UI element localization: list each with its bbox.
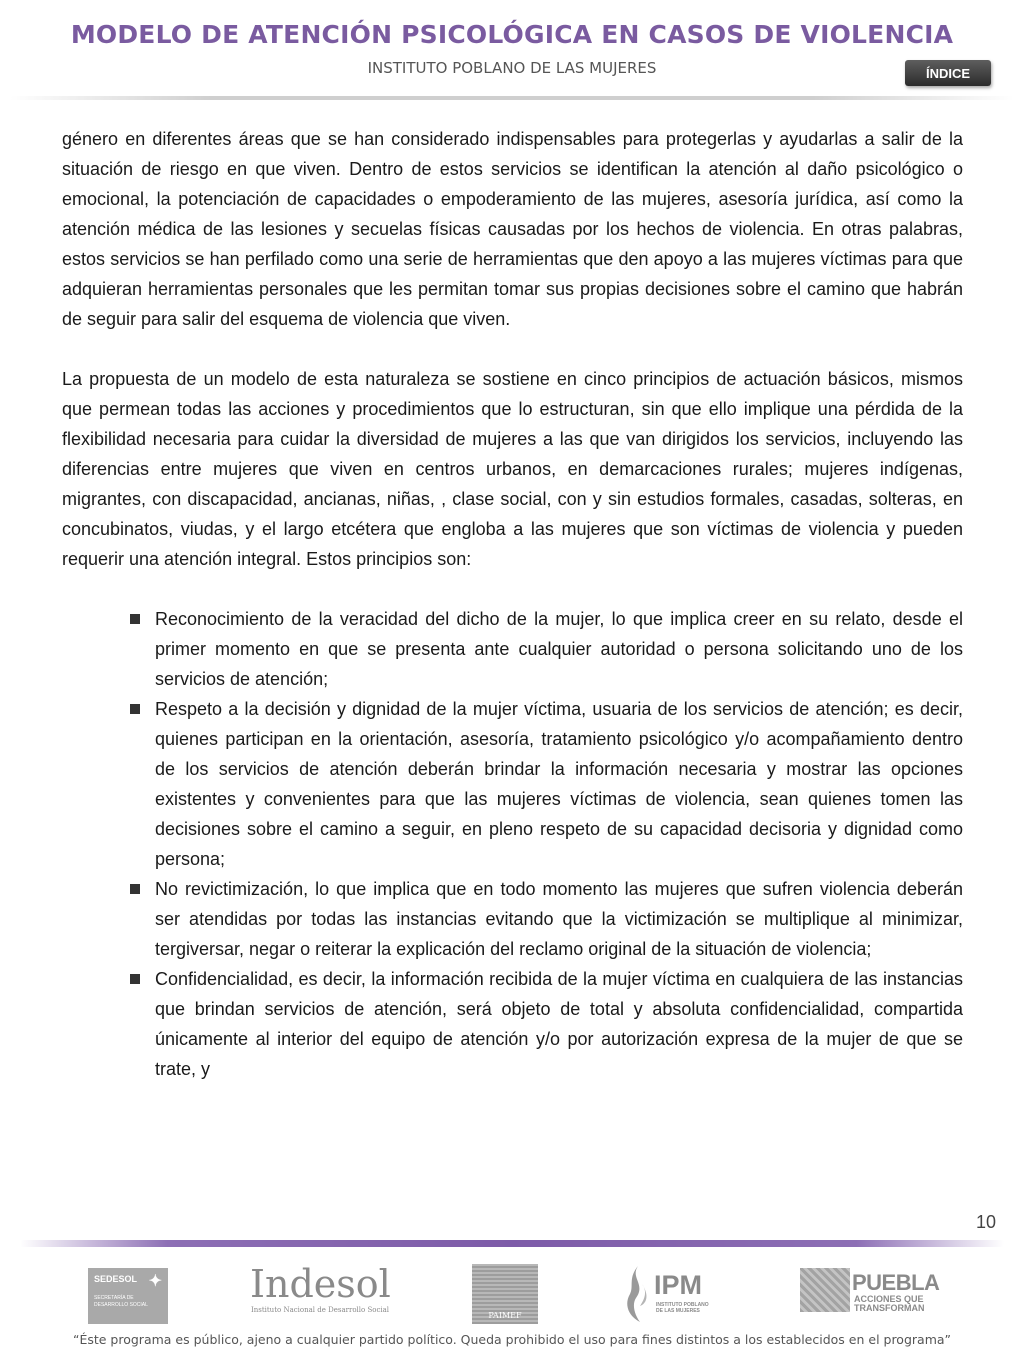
puebla-logo: PUEBLA ACCIONES QUE TRANSFORMAN bbox=[800, 1268, 940, 1318]
puebla-emblem-icon bbox=[800, 1268, 850, 1312]
indesol-logo: Indesol Instituto Nacional de Desarrollo Social bbox=[250, 1262, 391, 1314]
document-title: MODELO DE ATENCIÓN PSICOLÓGICA EN CASOS DE VIOLENCIA bbox=[70, 20, 954, 49]
list-item bbox=[155, 874, 963, 964]
list-item bbox=[155, 604, 963, 694]
square-bullet-icon bbox=[130, 884, 140, 894]
program-disclaimer: “Éste programa es público, ajeno a cualquier partido político. Queda prohibido el uso para fines distintos a los establecidos en el programa” bbox=[72, 1332, 952, 1347]
square-bullet-icon bbox=[130, 704, 140, 714]
square-bullet-icon bbox=[130, 614, 140, 624]
header-divider bbox=[10, 96, 1014, 100]
document-subtitle: INSTITUTO POBLANO DE LAS MUJERES bbox=[367, 59, 657, 77]
list-item bbox=[155, 964, 963, 1084]
square-bullet-icon bbox=[130, 974, 140, 984]
page-header bbox=[0, 0, 1024, 108]
flame-figure-icon bbox=[622, 1264, 654, 1324]
list-item-text: Reconocimiento de la veracidad del dicho de la mujer, lo que implica creer en su relato, desde el primer momento en que se presenta ante cualquier autoridad o persona solicitando uno de los servicios de atención; bbox=[155, 609, 963, 689]
list-item bbox=[155, 694, 963, 874]
ipm-logo: IPM INSTITUTO POBLANO DE LAS MUJERES bbox=[622, 1264, 722, 1326]
sedesol-logo: ✦ SEDESOL SECRETARÍA DE DESARROLLO SOCIAL bbox=[88, 1268, 168, 1324]
eagle-emblem-icon: ✦ bbox=[148, 1273, 162, 1290]
page-number: 10 bbox=[975, 1212, 996, 1232]
list-item-text: Confidencialidad, es decir, la información recibida de la mujer víctima en cualquiera de las instancias que brindan servicios de atención, será objeto de total y absoluta confidencialidad, compartida únicamente al interior del equipo de atención y/o por autorización expresa de la mujer de que se trate, y bbox=[155, 969, 963, 1079]
paimef-logo: PAIMEF bbox=[472, 1264, 538, 1324]
footer-divider bbox=[20, 1240, 1004, 1247]
list-item-text: No revictimización, lo que implica que en todo momento las mujeres que sufren violencia deberán ser atendidas por todas las instancias evitando que la victimización se multiplique al minimizar, tergiversar, negar o reiterar la explicación del reclamo original de la situación de violencia; bbox=[155, 879, 963, 959]
principles-list bbox=[155, 604, 963, 1084]
sponsor-logos bbox=[0, 1258, 1024, 1328]
body-paragraph: La propuesta de un modelo de esta naturaleza se sostiene en cinco principios de actuación básicos, mismos que permean todas las acciones y procedimientos que lo estructuran, sin que ello implique una pérdida de la flexibilidad necesaria para cuidar la diversidad de mujeres a las que van dirigidos los servicios, incluyendo las diferencias entre mujeres que viven en centros urbanos, en demarcaciones rurales; mujeres indígenas, migrantes, con discapacidad, ancianas, niñas, , clase social, con y sin estudios formales, casadas, solteras, en concubinatos, viudas, y el largo etcétera que engloba a las mujeres que son víctimas de violencia y pueden requerir una atención integral. Estos principios son: bbox=[62, 369, 963, 569]
list-item-text: Respeto a la decisión y dignidad de la mujer víctima, usuaria de los servicios de atención; es decir, quienes participan en la orientación, asesoría, tratamiento psicológico y/o acompañamiento dentro de los servicios de atención deberán brindar la información necesaria y mostrar las opciones existentes y convenientes para que las mujeres víctimas de violencia, sean quienes tomen las decisiones sobre el camino a seguir, en pleno respeto de su capacidad decisoria y dignidad como persona; bbox=[155, 699, 963, 869]
index-button[interactable]: ÍNDICE bbox=[905, 60, 991, 86]
body-paragraph: género en diferentes áreas que se han considerado indispensables para protegerlas y ayudarlas a salir de la situación de riesgo en que viven. Dentro de estos servicios se identifican la atención al daño psicológico o emocional, la potenciación de capacidades o empoderamiento de las mujeres, asesoría jurídica, así como la atención médica de las lesiones y secuelas físicas causadas por los hechos de violencia. En otras palabras, estos servicios se han perfilado como una serie de herramientas que den apoyo a las mujeres víctimas para que adquieran herramientas personales que les permitan tomar sus propias decisiones sobre el camino que habrán de seguir para salir del esquema de violencia que viven. bbox=[62, 129, 963, 329]
page-body bbox=[62, 124, 963, 1084]
